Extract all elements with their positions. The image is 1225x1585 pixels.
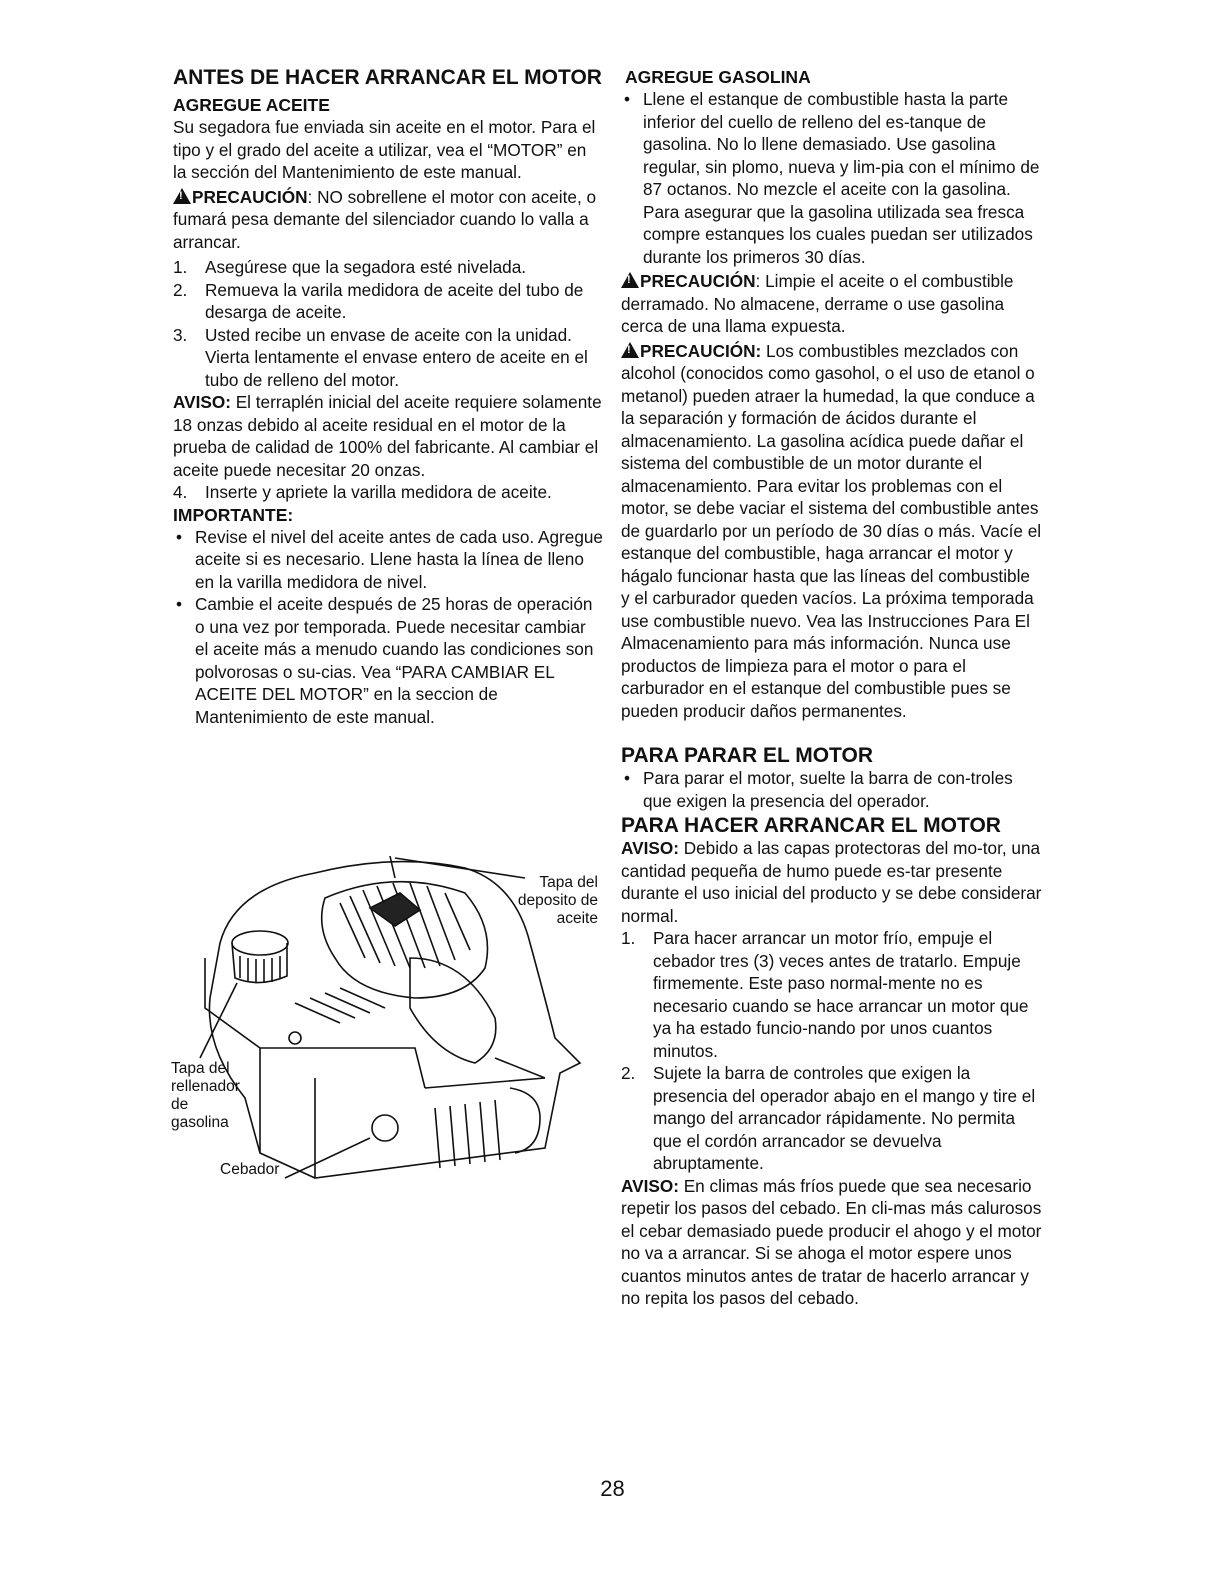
notice-text: Debido a las capas protectoras del mo-tor, una cantidad pequeña de humo puede es-tar presente durante el uso inicial del producto y se debe considerar normal. xyxy=(621,838,1042,926)
list-item: 3. Usted recibe un envase de aceite con la unidad. Vierta lentamente el envase entero de aceite en el tubo de relleno del motor. xyxy=(173,324,588,390)
fuel-cap-label xyxy=(171,1060,271,1132)
start-engine-heading: PARA HACER ARRANCAR EL MOTOR xyxy=(621,814,1001,837)
important-bullets xyxy=(173,526,603,729)
caution-text: Los combustibles mezclados con alcohol (conocidos como gasohol, o el uso de etanol o metanol) pueden atraer la humedad, la que conduce a la separación y formación de ácidos durante el almacenamiento. La gasolina acídica puede dañar el sistema del combustible de un motor durante el almacenamiento. Para evitar los problemas con el motor, se debe vaciar el sistema del combustible antes de guardarlo por un período de 30 días o más. Vacíe el estanque del combustible, haga arrancar el motor y hágalo funcionar hasta que las líneas del combustible y el carburador queden vacíos. La próxima temporada use combustible nuevo. Vea las Instrucciones Para El Almacenamiento para más información. Nunca use productos de limpieza para el motor o para el carburador en el estanque del combustible pues se pueden producir daños permanentes. xyxy=(621,340,1042,721)
oil-notice xyxy=(173,391,603,481)
caution-alcohol-fuel xyxy=(621,340,1043,723)
fuel-cap-label-text: Tapa del rellenador de gasolina xyxy=(171,1060,240,1131)
primer-label: Cebador xyxy=(220,1161,280,1178)
list-item: • Para parar el motor, suelte la barra de con-troles que exigen la presencia del operador. xyxy=(624,768,1013,811)
notice-label: AVISO: xyxy=(621,1175,679,1196)
list-item: • Cambie el aceite después de 25 horas de operación o una vez por temporada. Puede necesitar cambiar el aceite más a menudo cuando las condiciones son polvorosas o su-cias. Vea “PARA CAMBIAR EL ACEITE DEL MOTOR” en la seccion de Mantenimiento de este manual. xyxy=(176,594,594,727)
notice-label: AVISO: xyxy=(621,838,679,858)
list-item: 4. Inserte y apriete la varilla medidora de aceite. xyxy=(173,482,552,502)
list-item: • Llene el estanque de combustible hasta la parte inferior del cuello de relleno del es-tanque de gasolina. No lo llene demasiado. Use gasolina regular, sin plomo, nueva y lim-pia con el mínimo de 87 octanos. No mezcle el aceite con la gasolina. Para asegurar que la gasolina utilizada sea fresca compre estanques los cuales puedan ser utilizados durante los primeros 30 días. xyxy=(624,89,1040,267)
oil-steps-list xyxy=(173,256,603,391)
right-column xyxy=(621,66,1043,1310)
notice-text: En climas más fríos puede que sea necesario repetir los pasos del cebado. En cli-mas más calurosos el cebar demasiado puede producir el ahogo y el motor no va a arrancar. Si se ahoga el motor espere unos cuantos minutos antes de tratar de hacerlo arrancar y no repita los pasos del cebado. xyxy=(621,1175,1042,1308)
stop-bullets xyxy=(621,767,1043,812)
warning-triangle-icon xyxy=(173,188,191,204)
stop-engine-heading: PARA PARAR EL MOTOR xyxy=(621,744,874,767)
notice-text: El terraplén inicial del aceite requiere solamente 18 onzas debido al aceite residual en el motor de la prueba de calidad de 100% del fabricante. Al cambiar el aceite puede necesitar 20 onzas. xyxy=(173,392,602,480)
oil-step-4 xyxy=(173,481,603,504)
engine-illustration xyxy=(165,848,605,1198)
warning-triangle-icon xyxy=(621,342,639,358)
left-column xyxy=(173,66,603,728)
add-oil-title: AGREGUE ACEITE xyxy=(173,95,330,115)
oil-cap-label-text: Tapa del deposito de aceite xyxy=(517,874,598,927)
caution-text: : Limpie el aceite o el combustible derramado. No almacene, derrame o use gasolina cerca de una llama expuesta. xyxy=(621,271,1014,336)
list-item: 2. Remueva la varila medidora de aceite del tubo de desarga de aceite. xyxy=(173,279,584,322)
section-heading-before-start: ANTES DE HACER ARRANCAR EL MOTOR xyxy=(173,66,602,89)
caution-overfill xyxy=(173,186,603,254)
add-fuel-title: AGREGUE GASOLINA xyxy=(625,67,811,87)
caution-label: PRECAUCIÓN xyxy=(640,271,756,291)
important-title: IMPORTANTE: xyxy=(173,504,294,525)
cold-climate-notice xyxy=(621,1175,1043,1310)
oil-cap-label xyxy=(498,874,598,928)
start-steps-list xyxy=(621,927,1043,1175)
caution-spill xyxy=(621,270,1043,338)
caution-text: : NO sobrellene el motor con aceite, o fumará pesa demante del silenciador cuando lo valla a arrancar. xyxy=(173,186,597,252)
warning-triangle-icon xyxy=(621,272,639,288)
page-number: 28 xyxy=(600,1476,625,1501)
notice-label: AVISO: xyxy=(173,392,231,412)
fuel-bullets xyxy=(621,88,1043,268)
add-oil-intro: Su segadora fue enviada sin aceite en el motor. Para el tipo y el grado del aceite a utilizar, vea el “MOTOR” en la sección del Mantenimiento de este manual. xyxy=(173,117,596,182)
caution-label: PRECAUCIÓN: xyxy=(640,340,762,361)
start-notice xyxy=(621,837,1043,927)
list-item: • Revise el nivel del aceite antes de cada uso. Agregue aceite si es necesario. Llene hasta la línea de lleno en la varilla medidora de nivel. xyxy=(176,526,603,592)
caution-label: PRECAUCIÓN xyxy=(192,186,308,207)
list-item: 1. Para hacer arrancar un motor frío, empuje el cebador tres (3) veces antes de tratarlo. Empuje firmemente. Este paso normal-mente no es necesario cuando se hace arrancar un motor que ya ha estado funcio-nando por unos cuantos minutos. xyxy=(621,928,1029,1061)
list-item: 2. Sujete la barra de controles que exigen la presencia del operador abajo en el mango y tire el mango del arrancador rápidamente. No permita que el cordón arrancador se devuelva abruptamente. xyxy=(621,1063,1036,1173)
list-item: 1. Asegúrese que la segadora esté nivelada. xyxy=(173,257,527,277)
